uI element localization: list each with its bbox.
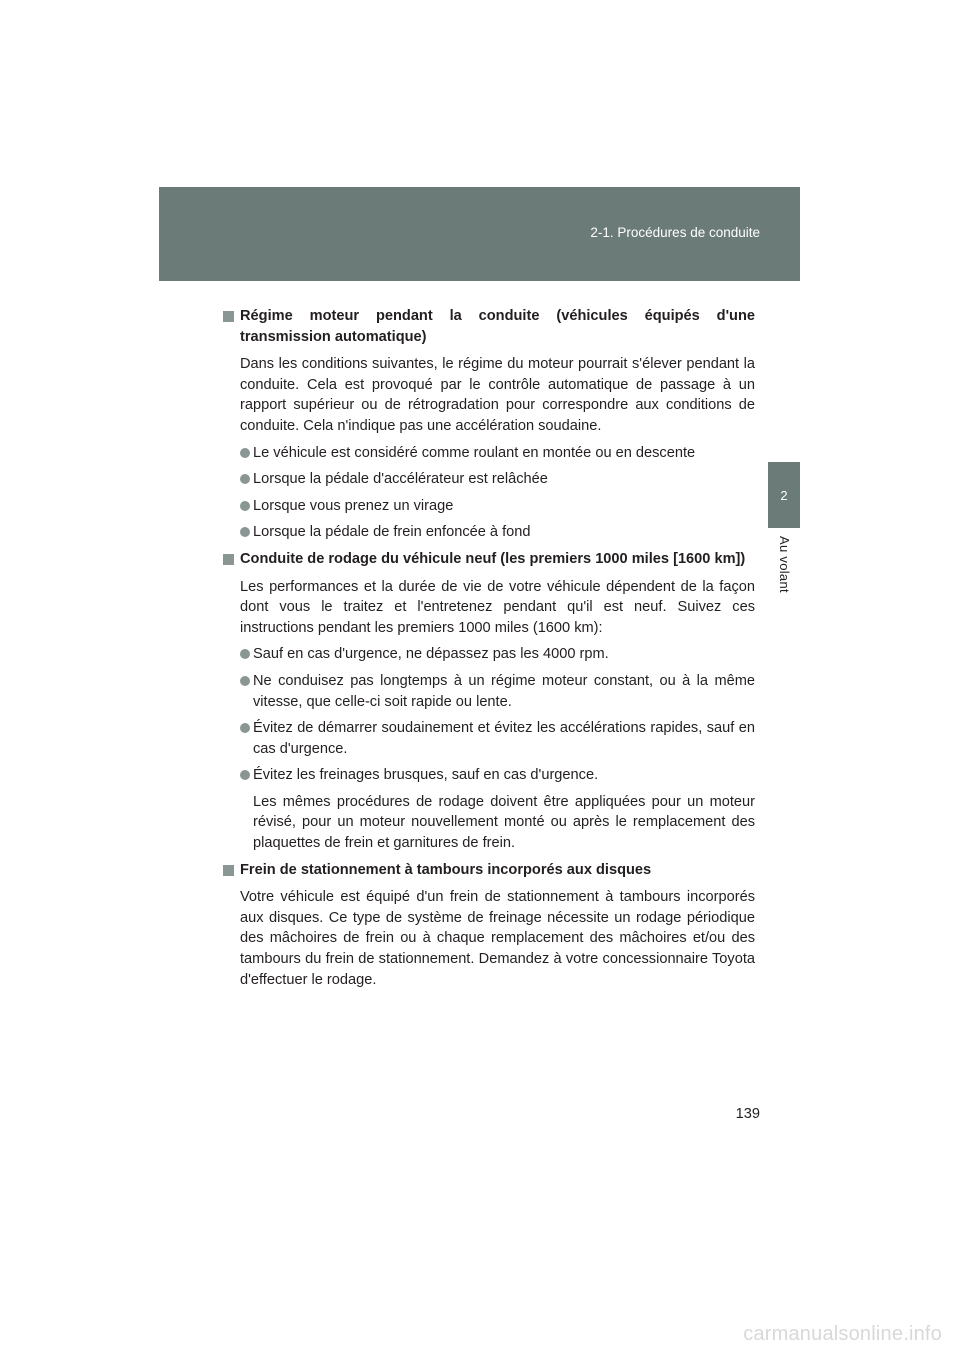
section-note: Les mêmes procédures de rodage doivent être appliquées pour un moteur révisé, pour un moteur nouvellement monté ou après le remplacement des plaquettes de frein et garnitures de frein. — [253, 793, 755, 852]
circle-bullet-icon — [240, 474, 250, 484]
page-number: 139 — [735, 1106, 760, 1122]
list-item-text: Le véhicule est considéré comme roulant en montée ou en descente — [253, 444, 696, 461]
section-heading — [223, 860, 755, 881]
section-title: 2-1. Procédures de conduite — [590, 225, 760, 240]
list-item — [223, 765, 755, 786]
section-paragraph: Votre véhicule est équipé d'un frein de stationnement à tambours incorporés aux disques. Ce type de système de freinage nécessite un rodage périodique des mâchoires de frein ou à chaque remplacement des mâchoires et/ou des tambours du frein de stationnement. Demandez à votre concessionnaire Toyota d'effectuer le rodage. — [240, 889, 755, 988]
section-paragraph: Dans les conditions suivantes, le régime du moteur pourrait s'élever pendant la conduite. Cela est provoqué par le contrôle automatique de passage à un rapport supérieur ou de rétrogradation pour correspondre aux conditions de conduite. Cela n'indique pas une accélération soudaine. — [240, 356, 755, 434]
square-bullet-icon — [223, 311, 234, 322]
heading-text: Régime moteur pendant la conduite (véhicules équipés d'une transmission automatique) — [240, 308, 755, 345]
page-content — [223, 306, 755, 996]
list-item-text: Lorsque la pédale d'accélérateur est relâchée — [253, 471, 548, 488]
list-item — [223, 469, 755, 490]
list-item — [223, 718, 755, 759]
circle-bullet-icon — [240, 448, 250, 458]
list-item-text: Ne conduisez pas longtemps à un régime moteur constant, ou à la même vitesse, que celle-ci soit rapide ou lente. — [253, 672, 755, 710]
circle-bullet-icon — [240, 723, 250, 733]
circle-bullet-icon — [240, 770, 250, 780]
list-item — [223, 522, 755, 543]
list-item — [223, 644, 755, 665]
chapter-label: Au volant — [777, 536, 792, 593]
list-item — [223, 443, 755, 464]
list-item-text: Lorsque vous prenez un virage — [253, 497, 454, 514]
section-paragraph: Les performances et la durée de vie de votre véhicule dépendent de la façon dont vous le traitez et l'entretenez pendant qu'il est neuf. Suivez ces instructions pendant les premiers 1000 miles (1600 km): — [240, 578, 755, 636]
list-item-text: Lorsque la pédale de frein enfoncée à fond — [253, 524, 531, 541]
list-item-text: Évitez de démarrer soudainement et évitez les accélérations rapides, sauf en cas d'urgence. — [253, 720, 755, 757]
chapter-number: 2 — [780, 488, 788, 503]
header-band — [159, 187, 800, 281]
square-bullet-icon — [223, 865, 234, 876]
circle-bullet-icon — [240, 676, 250, 686]
heading-text: Frein de stationnement à tambours incorporés aux disques — [240, 861, 652, 878]
square-bullet-icon — [223, 554, 234, 565]
chapter-label-container — [771, 536, 797, 606]
heading-text: Conduite de rodage du véhicule neuf (les premiers 1000 miles [1600 km]) — [240, 550, 746, 567]
section-heading — [223, 306, 755, 347]
list-item-text: Évitez les freinages brusques, sauf en cas d'urgence. — [253, 767, 599, 784]
list-item-text: Sauf en cas d'urgence, ne dépassez pas les 4000 rpm. — [253, 646, 609, 663]
circle-bullet-icon — [240, 649, 250, 659]
list-item — [223, 496, 755, 517]
watermark: carmanualsonline.info — [743, 1323, 942, 1345]
circle-bullet-icon — [240, 527, 250, 537]
chapter-tab[interactable] — [768, 462, 800, 528]
circle-bullet-icon — [240, 501, 250, 511]
list-item — [223, 671, 755, 712]
section-heading — [223, 549, 755, 570]
